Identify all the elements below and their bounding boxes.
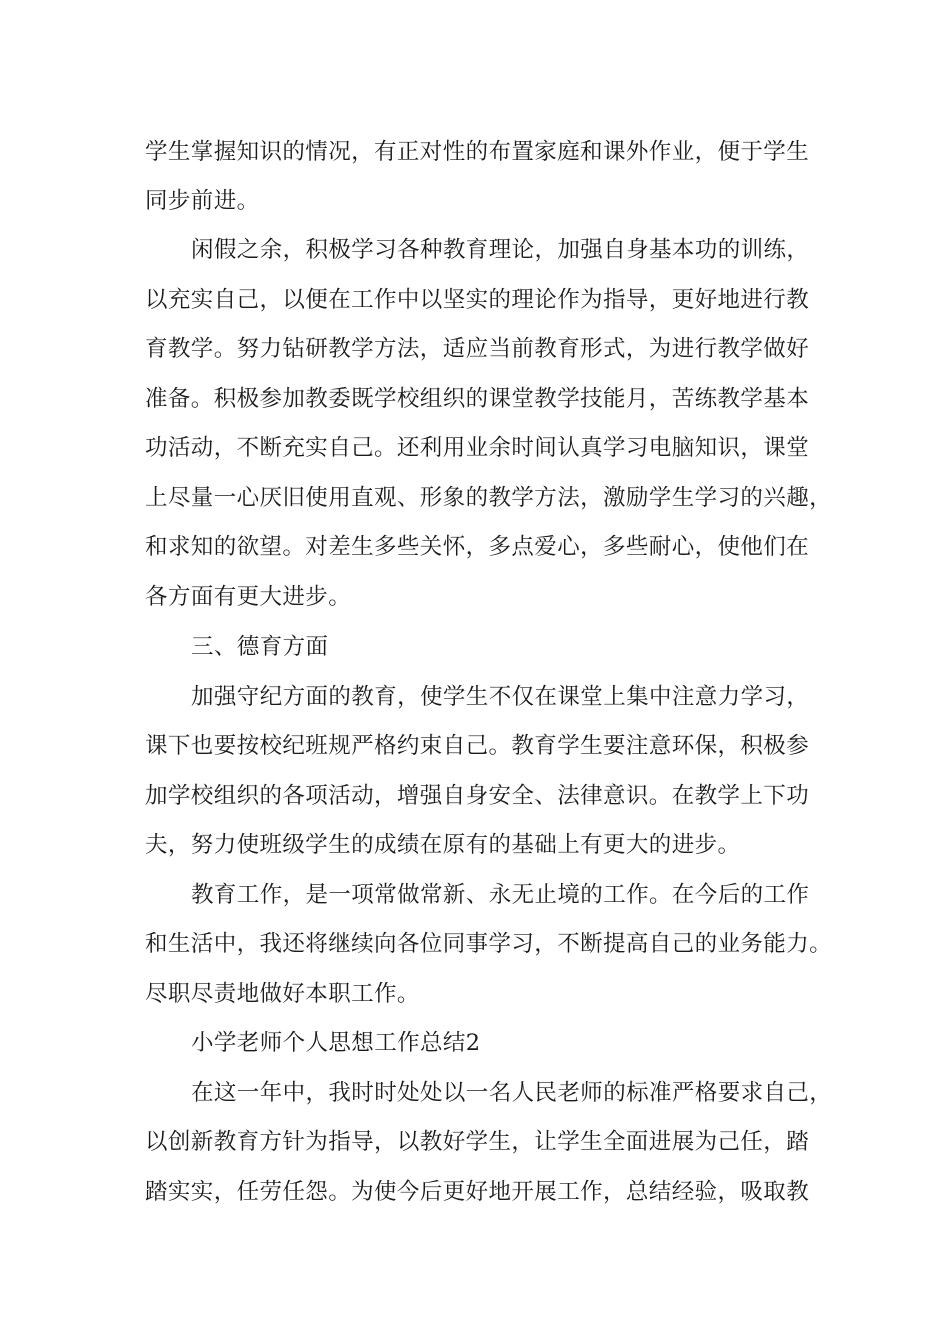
text-line: 尽职尽责地做好本职工作。: [145, 981, 420, 1007]
paragraph-first-line: 在这一年中，我时时处处以一名人民老师的标准严格要求自己，: [191, 1080, 833, 1106]
text-line: 各方面有更大进步。: [145, 584, 352, 610]
text-line: 踏实实，任劳任怨。为使今后更好地开展工作，总结经验，吸取教: [145, 1179, 810, 1205]
text-line: 课下也要按校纪班规严格约束自己。教育学生要注意环保，积极参: [145, 733, 810, 759]
paragraph-first-line: 闲假之余，积极学习各种教育理论，加强自身基本功的训练，: [191, 237, 810, 263]
text-line: 上尽量一心厌旧使用直观、形象的教学方法，激励学生学习的兴趣，: [145, 485, 833, 511]
section-title: 小学老师个人思想工作总结2: [191, 1030, 481, 1056]
text-line: 准备。积极参加教委既学校组织的课堂教学技能月，苦练教学基本: [145, 386, 810, 412]
text-line: 功活动，不断充实自己。还利用业余时间认真学习电脑知识，课堂: [145, 435, 810, 461]
text-line: 和求知的欲望。对差生多些关怀，多点爱心，多些耐心，使他们在: [145, 534, 810, 560]
text-line: 以创新教育方针为指导，以教好学生，让学生全面进展为己任，踏: [145, 1129, 810, 1155]
paragraph-first-line: 教育工作，是一项常做常新、永无止境的工作。在今后的工作: [191, 882, 810, 908]
text-line: 同步前进。: [145, 188, 260, 214]
text-line: 学生掌握知识的情况，有正对性的布置家庭和课外作业，便于学生: [145, 139, 810, 165]
text-line: 育教学。努力钻研教学方法，适应当前教育形式，为进行教学做好: [145, 336, 810, 362]
section-heading: 三、德育方面: [191, 634, 329, 660]
text-line: 夫，努力使班级学生的成绩在原有的基础上有更大的进步。: [145, 832, 741, 858]
text-line: 加学校组织的各项活动，增强自身安全、法律意识。在教学上下功: [145, 783, 810, 809]
paragraph-first-line: 加强守纪方面的教育，使学生不仅在课堂上集中注意力学习，: [191, 684, 810, 710]
text-line: 以充实自己，以便在工作中以坚实的理论作为指导，更好地进行教: [145, 287, 810, 313]
text-line: 和生活中，我还将继续向各位同事学习，不断提高自己的业务能力。: [145, 931, 833, 957]
